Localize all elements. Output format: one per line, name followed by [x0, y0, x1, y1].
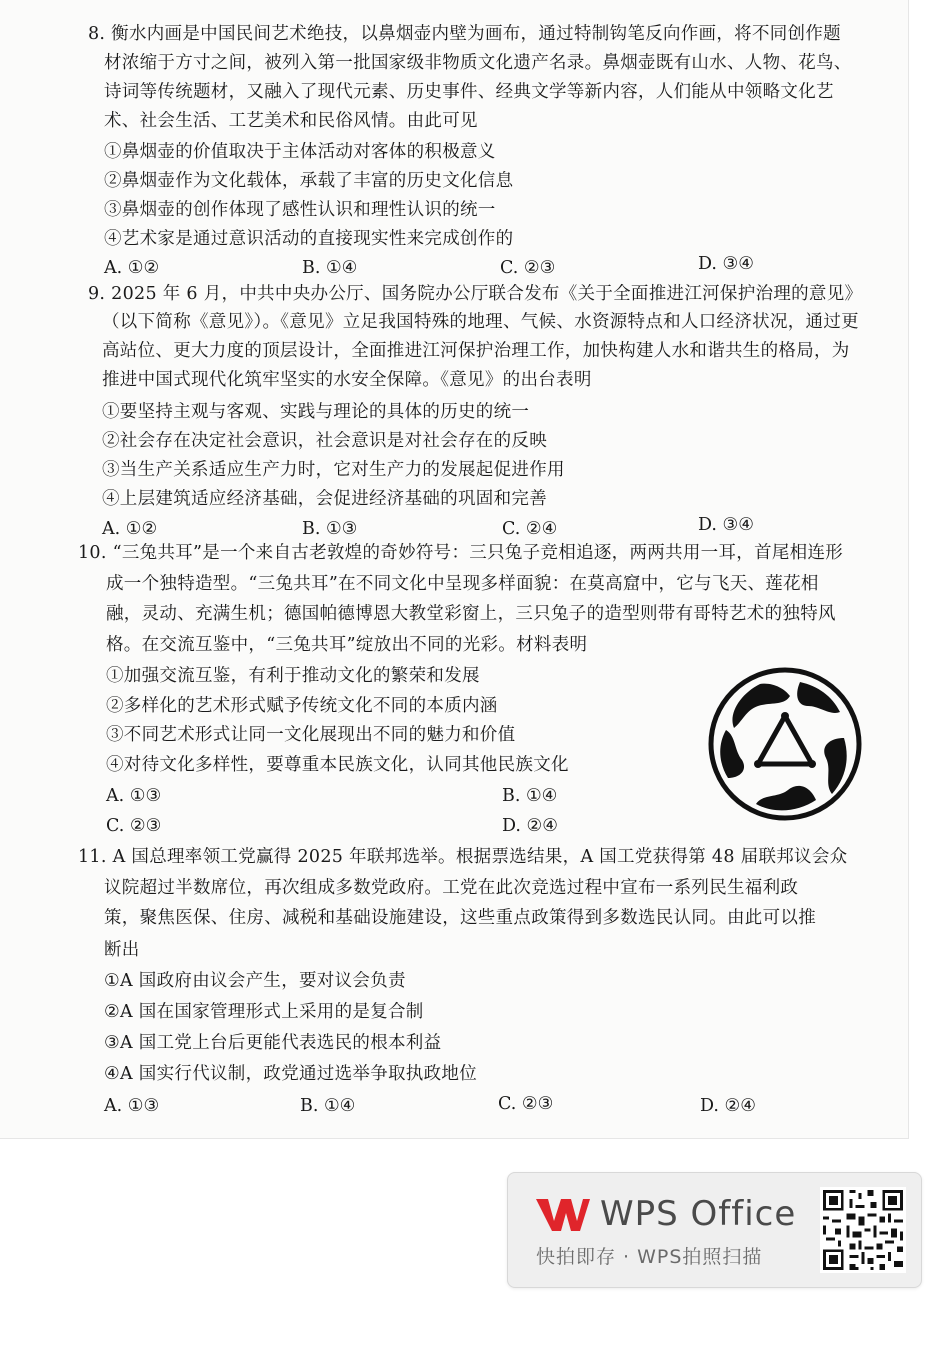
- statement-1: ①A 国政府由议会产生，要对议会负责: [104, 971, 406, 991]
- question-stem-line: 诗词等传统题材，又融入了现代元素、历史事件、经典文学等新内容，人们能从中领略文化艺: [104, 82, 834, 102]
- statement-1: ①要坚持主观与客观、实践与理论的具体的历史的统一: [102, 402, 530, 422]
- question-stem-line: 术、社会生活、工艺美术和民俗风情。由此可见: [104, 111, 478, 131]
- question-stem-line: （以下简称《意见》）。《意见》立足我国特殊的地理、气候、水资源特点和人口经济状况，通过更: [102, 312, 859, 332]
- statement-4: ④对待文化多样性，要尊重本民族文化，认同其他民族文化: [106, 755, 569, 775]
- question-stem-line: 10. “三兔共耳”是一个来自古老敦煌的奇妙符号：三只兔子竞相追逐，两两共用一耳，首尾相连形: [78, 543, 844, 563]
- option-c: C. ②③: [498, 1094, 554, 1114]
- option-a: A. ①③: [106, 786, 162, 806]
- option-c: C. ②④: [502, 519, 558, 539]
- statement-3: ③当生产关系适应生产力时，它对生产力的发展起促进作用: [102, 460, 565, 480]
- question-stem-line: 11. A 国总理率领工党赢得 2025 年联邦选举。根据票选结果，A 国工党获得第 48 届联邦议会众: [78, 847, 848, 867]
- question-stem-line: 高站位、更大力度的顶层设计，全面推进江河保护治理工作，加快构建人水和谐共生的格局，为: [102, 341, 850, 361]
- qr-code-icon: [820, 1187, 906, 1273]
- statement-2: ②社会存在决定社会意识，社会意识是对社会存在的反映: [102, 431, 547, 451]
- option-d: D. ③④: [698, 254, 754, 274]
- option-b: B. ①④: [300, 1096, 356, 1116]
- statement-1: ①鼻烟壶的价值取决于主体活动对客体的积极意义: [104, 142, 496, 162]
- wps-watermark: [507, 1172, 922, 1288]
- statement-1: ①加强交流互鉴，有利于推动文化的繁荣和发展: [106, 666, 480, 686]
- statement-3: ③不同艺术形式让同一文化展现出不同的魅力和价值: [106, 725, 516, 745]
- question-stem-line: 融，灵动、充满生机；德国帕德博恩大教堂彩窗上，三只兔子的造型则带有哥特艺术的独特风: [106, 604, 836, 624]
- question-stem-line: 议院超过半数席位，再次组成多数党政府。工党在此次竞选过程中宣布一系列民生福利政: [104, 878, 799, 898]
- question-stem-line: 9. 2025 年 6 月，中共中央办公厅、国务院办公厅联合发布《关于全面推进江河保护治理的意见》: [88, 284, 863, 304]
- statement-4: ④上层建筑适应经济基础，会促进经济基础的巩固和完善: [102, 489, 547, 509]
- option-c: C. ②③: [106, 816, 162, 836]
- wps-subtitle: 快拍即存 · WPS拍照扫描: [536, 1246, 763, 1268]
- question-stem-line: 推进中国式现代化筑牢坚实的水安全保障。《意见》的出台表明: [102, 370, 592, 390]
- statement-3: ③A 国工党上台后更能代表选民的根本利益: [104, 1033, 442, 1053]
- question-stem-line: 格。在交流互鉴中，“三兔共耳”绽放出不同的光彩。材料表明: [106, 635, 588, 655]
- question-stem-line: 成一个独特造型。“三兔共耳”在不同文化中呈现多样面貌：在莫高窟中，它与飞天、莲花相: [106, 574, 819, 594]
- option-b: B. ①④: [502, 786, 558, 806]
- option-a: A. ①②: [102, 519, 158, 539]
- wps-logo-icon: [534, 1195, 592, 1235]
- question-stem-line: 8. 衡水内画是中国民间艺术绝技，以鼻烟壶内壁为画布，通过特制钩笔反向作画，将不同创作题: [88, 24, 841, 44]
- option-a: A. ①②: [104, 258, 160, 278]
- option-d: D. ②④: [700, 1096, 756, 1116]
- statement-4: ④A 国实行代议制，政党通过选举争取执政地位: [104, 1064, 477, 1084]
- question-stem-line: 断出: [104, 940, 140, 960]
- option-b: B. ①④: [302, 258, 358, 278]
- three-hares-figure: [700, 666, 870, 822]
- option-b: B. ①③: [302, 519, 358, 539]
- option-d: D. ③④: [698, 515, 754, 535]
- option-a: A. ①③: [104, 1096, 160, 1116]
- option-d: D. ②④: [502, 816, 558, 836]
- wps-brand-text: WPS Office: [600, 1194, 797, 1234]
- statement-3: ③鼻烟壶的创作体现了感性认识和理性认识的统一: [104, 200, 496, 220]
- question-stem-line: 材浓缩于方寸之间，被列入第一批国家级非物质文化遗产名录。鼻烟壶既有山水、人物、花鸟、: [104, 53, 852, 73]
- statement-2: ②多样化的艺术形式赋予传统文化不同的本质内涵: [106, 696, 498, 716]
- question-stem-line: 策，聚焦医保、住房、减税和基础设施建设，这些重点政策得到多数选民认同。由此可以推: [104, 908, 816, 928]
- statement-2: ②鼻烟壶作为文化载体，承载了丰富的历史文化信息: [104, 171, 514, 191]
- three-hares-icon: [700, 666, 870, 822]
- statement-4: ④艺术家是通过意识活动的直接现实性来完成创作的: [104, 229, 514, 249]
- statement-2: ②A 国在国家管理形式上采用的是复合制: [104, 1002, 424, 1022]
- option-c: C. ②③: [500, 258, 556, 278]
